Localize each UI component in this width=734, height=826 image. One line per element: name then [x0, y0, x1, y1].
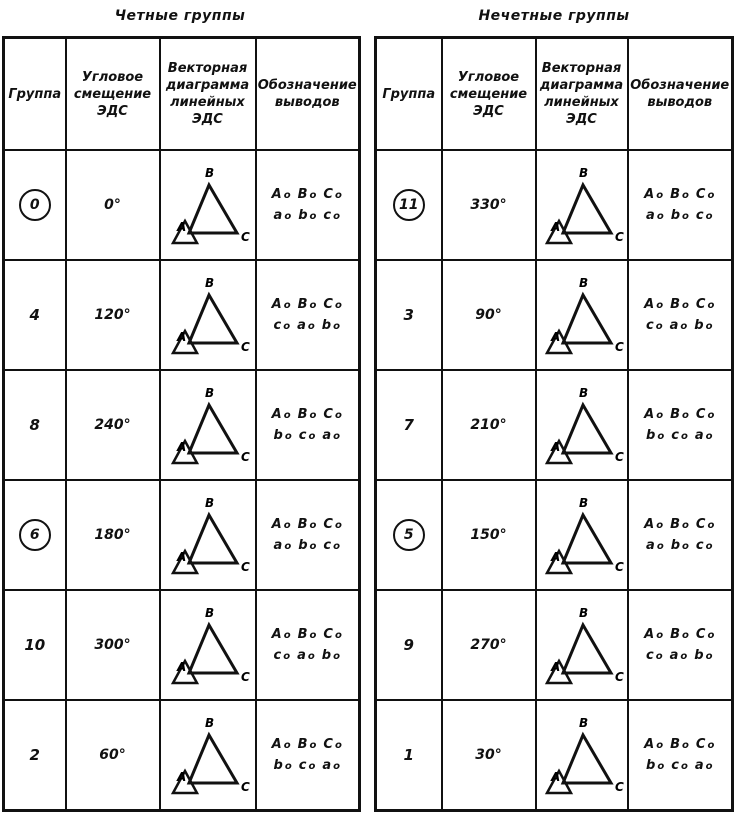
hv-terminals [629, 517, 732, 532]
label-A: A [176, 770, 186, 784]
terminal-label: C o [696, 517, 715, 532]
terminal-labels [628, 150, 733, 260]
terminal-label: C o [323, 187, 342, 202]
angle-shift: 300° [66, 590, 160, 700]
terminal-label: a o [670, 318, 689, 333]
terminal-label: B o [670, 737, 690, 752]
lv-terminals [629, 538, 732, 553]
terminal-labels [628, 370, 733, 480]
terminal-label: c o [274, 648, 292, 663]
terminal-label: B o [298, 407, 318, 422]
angle-shift: 60° [66, 700, 160, 811]
group-cell [376, 260, 442, 370]
terminal-label: B o [670, 517, 690, 532]
terminal-label: C o [696, 297, 715, 312]
terminal-label: C o [323, 517, 342, 532]
table-row [376, 590, 733, 700]
terminal-label: a o [297, 648, 316, 663]
hv-terminals [257, 627, 359, 642]
terminal-label: C o [323, 737, 342, 752]
table-row [4, 370, 360, 480]
lv-terminals [257, 428, 359, 443]
label-A: A [176, 330, 186, 344]
label-B: B [578, 166, 588, 180]
group-number: 4 [29, 306, 40, 324]
terminal-label: c o [671, 428, 689, 443]
label-A: A [550, 440, 560, 454]
terminal-label: c o [646, 318, 664, 333]
header-row [376, 38, 733, 151]
table-row [376, 150, 733, 260]
label-A: A [176, 440, 186, 454]
lv-terminals [257, 208, 359, 223]
vector-diagram [160, 480, 256, 590]
vector-diagram [536, 590, 628, 700]
terminal-label: a o [646, 208, 665, 223]
angle-shift: 150° [442, 480, 536, 590]
terminal-label: C o [323, 297, 342, 312]
header-group: Группа [376, 38, 442, 151]
terminal-label: c o [646, 648, 664, 663]
group-cell [4, 370, 66, 480]
table-row [376, 700, 733, 811]
label-B: B [204, 496, 214, 510]
group-cell [376, 150, 442, 260]
label-A: A [550, 550, 560, 564]
angle-shift: 180° [66, 480, 160, 590]
terminal-label: B o [670, 407, 690, 422]
terminal-label: c o [323, 208, 341, 223]
terminal-label: C o [323, 407, 342, 422]
terminal-label: A o [644, 187, 664, 202]
group-number: 2 [29, 746, 40, 764]
terminal-label: A o [272, 737, 292, 752]
terminal-label: C o [696, 737, 715, 752]
group-number-circled: 0 [19, 189, 51, 221]
hv-terminals [257, 737, 359, 752]
vector-diagram-icon [537, 705, 627, 805]
terminal-label: c o [696, 208, 714, 223]
terminal-label: B o [670, 297, 690, 312]
terminal-label: c o [299, 758, 317, 773]
terminal-label: B o [298, 187, 318, 202]
terminal-label: a o [297, 318, 316, 333]
lv-terminals [257, 538, 359, 553]
terminal-labels [628, 260, 733, 370]
hv-terminals [629, 627, 732, 642]
label-C: C [614, 450, 624, 464]
angle-shift: 120° [66, 260, 160, 370]
vector-diagram-icon [163, 265, 253, 365]
terminal-label: b o [322, 648, 341, 663]
group-cell [4, 260, 66, 370]
terminal-labels [256, 370, 360, 480]
group-cell [376, 370, 442, 480]
label-C: C [614, 560, 624, 574]
group-cell [376, 590, 442, 700]
group-number-circled: 5 [393, 519, 425, 551]
label-B: B [204, 606, 214, 620]
group-number: 10 [24, 636, 46, 654]
label-C: C [240, 560, 250, 574]
vector-diagram-icon [537, 375, 627, 475]
terminal-label: c o [671, 758, 689, 773]
terminal-label: A o [272, 627, 292, 642]
group-cell [4, 700, 66, 811]
label-A: A [176, 220, 186, 234]
terminal-label: a o [695, 758, 714, 773]
group-number: 8 [29, 416, 40, 434]
vector-diagram [160, 150, 256, 260]
terminal-label: A o [272, 297, 292, 312]
terminal-label: A o [272, 517, 292, 532]
label-C: C [240, 670, 250, 684]
vector-diagram-icon [163, 375, 253, 475]
terminal-labels [628, 700, 733, 811]
label-A: A [550, 220, 560, 234]
label-B: B [578, 716, 588, 730]
terminal-label: a o [646, 538, 665, 553]
angle-shift: 210° [442, 370, 536, 480]
terminal-label: A o [272, 407, 292, 422]
terminal-label: b o [694, 318, 713, 333]
vector-diagram-icon [163, 485, 253, 585]
header-diagram: Векторная диаграмма линейных ЭДС [160, 38, 256, 151]
hv-terminals [629, 737, 732, 752]
terminal-label: c o [274, 318, 292, 333]
header-group: Группа [4, 38, 66, 151]
terminal-label: A o [644, 407, 664, 422]
terminal-label: a o [695, 428, 714, 443]
terminal-label: B o [298, 627, 318, 642]
angle-shift: 90° [442, 260, 536, 370]
vector-diagram-icon [163, 595, 253, 695]
label-B: B [204, 386, 214, 400]
table-row [376, 480, 733, 590]
label-C: C [240, 230, 250, 244]
hv-terminals [257, 407, 359, 422]
terminal-label: c o [299, 428, 317, 443]
header-row [4, 38, 360, 151]
terminal-label: B o [298, 297, 318, 312]
even-groups-title: Четные группы [114, 8, 246, 24]
terminal-label: C o [323, 627, 342, 642]
label-A: A [550, 770, 560, 784]
hv-terminals [629, 297, 732, 312]
label-C: C [614, 780, 624, 794]
odd-groups-title: Нечетные группы [478, 8, 630, 24]
terminal-label: B o [298, 517, 318, 532]
label-C: C [614, 670, 624, 684]
label-C: C [240, 340, 250, 354]
group-number-circled: 6 [19, 519, 51, 551]
terminal-label: a o [322, 428, 341, 443]
label-C: C [614, 230, 624, 244]
terminal-label: C o [696, 407, 715, 422]
table-row [4, 700, 360, 811]
lv-terminals [629, 318, 732, 333]
terminal-label: a o [274, 538, 293, 553]
vector-diagram-icon [537, 485, 627, 585]
lv-terminals [257, 758, 359, 773]
terminal-label: b o [646, 428, 665, 443]
angle-shift: 330° [442, 150, 536, 260]
lv-terminals [629, 758, 732, 773]
table-row [4, 590, 360, 700]
hv-terminals [257, 517, 359, 532]
vector-diagram [160, 260, 256, 370]
terminal-label: A o [644, 517, 664, 532]
terminal-label: C o [696, 187, 715, 202]
header-diagram: Векторная диаграмма линейных ЭДС [536, 38, 628, 151]
hv-terminals [257, 187, 359, 202]
terminal-label: b o [671, 538, 690, 553]
header-shift: Угловое смещение ЭДС [66, 38, 160, 151]
header-shift: Угловое смещение ЭДС [442, 38, 536, 151]
vector-diagram [536, 370, 628, 480]
hv-terminals [629, 407, 732, 422]
terminal-label: A o [644, 627, 664, 642]
group-number: 9 [403, 636, 414, 654]
label-A: A [550, 330, 560, 344]
vector-diagram-icon [163, 705, 253, 805]
terminal-label: b o [322, 318, 341, 333]
label-B: B [204, 716, 214, 730]
terminal-label: a o [322, 758, 341, 773]
vector-diagram [160, 700, 256, 811]
label-C: C [614, 340, 624, 354]
lv-terminals [629, 208, 732, 223]
terminal-labels [628, 590, 733, 700]
table-row [4, 150, 360, 260]
angle-shift: 270° [442, 590, 536, 700]
terminal-label: a o [670, 648, 689, 663]
vector-diagram-icon [537, 155, 627, 255]
terminal-label: b o [298, 538, 317, 553]
header-terminals: Обозначение выводов [256, 38, 360, 151]
label-B: B [578, 606, 588, 620]
vector-diagram-icon [163, 155, 253, 255]
group-cell [4, 150, 66, 260]
group-cell [4, 480, 66, 590]
hv-terminals [257, 297, 359, 312]
vector-diagram-icon [537, 265, 627, 365]
terminal-label: A o [272, 187, 292, 202]
table-row [4, 260, 360, 370]
terminal-labels [256, 260, 360, 370]
terminal-label: c o [696, 538, 714, 553]
hv-terminals [629, 187, 732, 202]
terminal-label: a o [274, 208, 293, 223]
group-number: 7 [403, 416, 414, 434]
label-B: B [578, 386, 588, 400]
terminal-label: A o [644, 297, 664, 312]
vector-diagram-icon [537, 595, 627, 695]
group-number-circled: 11 [393, 189, 425, 221]
terminal-label: B o [670, 627, 690, 642]
label-B: B [578, 496, 588, 510]
odd-groups-table [374, 36, 734, 812]
lv-terminals [257, 318, 359, 333]
table-row [376, 260, 733, 370]
label-A: A [176, 550, 186, 564]
terminal-label: b o [274, 758, 293, 773]
even-groups-table [2, 36, 361, 812]
vector-diagram [536, 260, 628, 370]
table-row [376, 370, 733, 480]
angle-shift: 0° [66, 150, 160, 260]
terminal-label: b o [274, 428, 293, 443]
angle-shift: 240° [66, 370, 160, 480]
vector-diagram [536, 150, 628, 260]
terminal-label: B o [670, 187, 690, 202]
terminal-labels [256, 480, 360, 590]
label-A: A [550, 660, 560, 674]
vector-diagram [160, 370, 256, 480]
terminal-label: b o [671, 208, 690, 223]
group-cell [376, 480, 442, 590]
terminal-label: b o [694, 648, 713, 663]
lv-terminals [629, 428, 732, 443]
vector-diagram [536, 480, 628, 590]
group-number: 3 [403, 306, 414, 324]
terminal-label: B o [298, 737, 318, 752]
header-terminals: Обозначение выводов [628, 38, 733, 151]
label-B: B [204, 166, 214, 180]
terminal-label: C o [696, 627, 715, 642]
label-B: B [578, 276, 588, 290]
terminal-labels [256, 150, 360, 260]
label-C: C [240, 450, 250, 464]
vector-diagram [536, 700, 628, 811]
terminal-labels [628, 480, 733, 590]
angle-shift: 30° [442, 700, 536, 811]
terminal-label: A o [644, 737, 664, 752]
label-A: A [176, 660, 186, 674]
lv-terminals [257, 648, 359, 663]
group-cell [376, 700, 442, 811]
table-row [4, 480, 360, 590]
terminal-labels [256, 590, 360, 700]
label-C: C [240, 780, 250, 794]
vector-diagram [160, 590, 256, 700]
terminal-label: b o [646, 758, 665, 773]
label-B: B [204, 276, 214, 290]
terminal-label: c o [323, 538, 341, 553]
group-number: 1 [403, 746, 414, 764]
lv-terminals [629, 648, 732, 663]
terminal-labels [256, 700, 360, 811]
terminal-label: b o [298, 208, 317, 223]
group-cell [4, 590, 66, 700]
